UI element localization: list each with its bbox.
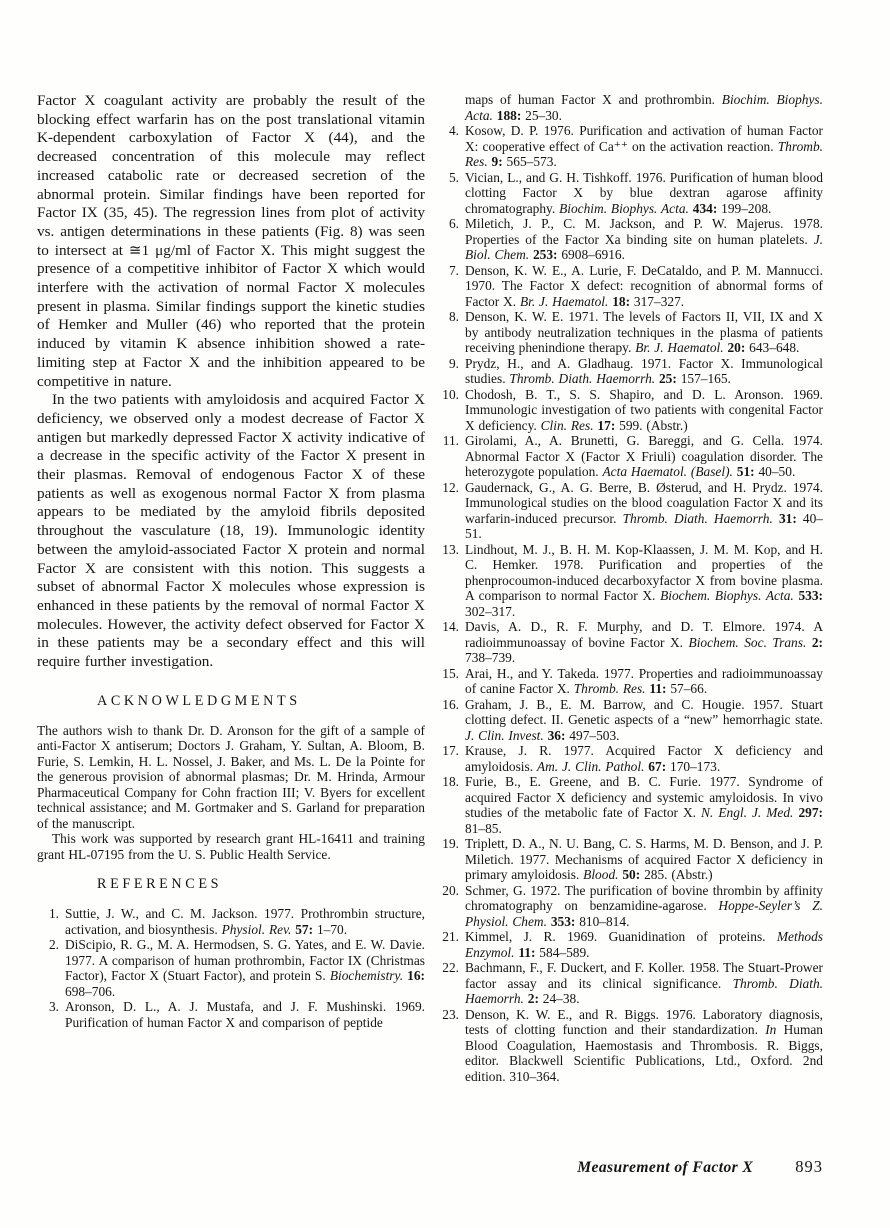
reference-item (437, 1007, 823, 1085)
reference-number: 13. (442, 541, 459, 557)
references-list-left (37, 906, 425, 1030)
reference-text (465, 836, 823, 882)
text-segment: 1–70. (313, 921, 348, 937)
reference-number: 8. (448, 309, 459, 324)
reference-text (465, 309, 823, 355)
text-segment: Methods Enzymol. (465, 929, 823, 960)
text-segment: J. Biol. Chem. (465, 231, 823, 262)
text-segment: Chodosh, B. T., S. S. Shapiro, and D. L. Aronson. 1969. Immunologic investigation of two patients with congenital Factor X deficiency. (465, 386, 823, 433)
reference-text (465, 216, 823, 262)
text-segment: Triplett, D. A., N. U. Bang, C. S. Harms, M. D. Benson, and J. P. Miletich. 1977. Mechanisms of acquired Factor X deficiency in primary amyloidosis. (465, 836, 823, 882)
reference-text (465, 619, 823, 665)
text-segment: Arai, H., and Y. Takeda. 1977. Properties and radioimmunoassay of canine Factor X. (465, 665, 823, 696)
body-paragraph-1: Factor X coagulant activity are probably the result of the blocking effect warfarin has on the post translational vitamin K-dependent carboxylation of Factor X (44), and the decreased concentration of this molecule may reflect increased catabolic rate or decreased secretion of the abnormal protein. Similar findings have been reported for Factor IX (35, 45). The regression lines from plot of activity vs. antigen determinations in these patients (Fig. 8) was seen to intersect at ≅1 μg/ml of Factor X. This might suggest the presence of a competitive inhibitor of Factor X which would interfere with the activation of normal Factor X molecules present in plasma. Similar findings support the kinetic studies of Hemker and Muller (46) who reported that the protein induced by vitamin K absence inhibition showed a rate-limiting step at Factor X and the inhibition appeared to be competitive in nature. (37, 92, 425, 390)
text-segment: 253: (532, 247, 558, 262)
text-segment: 50: (622, 867, 641, 882)
text-segment: 643–648. (745, 340, 800, 355)
text-segment: 698–706. (65, 983, 116, 999)
reference-item (437, 666, 823, 697)
reference-item (437, 743, 823, 774)
text-segment: Biochem. Soc. Trans. (688, 634, 807, 650)
text-segment: Clin. Res. (540, 417, 594, 433)
text-segment: 199–208. (717, 200, 772, 216)
text-segment: maps of human Factor X and prothrombin. (465, 92, 722, 107)
text-segment: Miletich, J. P., C. M. Jackson, and P. W. Majerus. 1978. Properties of the Factor Xa binding site on human platelets. (465, 216, 823, 247)
text-segment: Kimmel, J. R. 1969. Guanidination of proteins. (465, 929, 777, 944)
text-segment: Acta Haematol. (Basel). (602, 464, 733, 479)
text-segment: 810–814. (575, 913, 630, 929)
reference-item (437, 960, 823, 1007)
text-segment: Denson, K. W. E., A. Lurie, F. DeCataldo, and P. M. Mannucci. 1970. The Factor X defect: recognition of abnormal forms of Factor X. (465, 262, 823, 309)
acknowledgments-paragraph-2: This work was supported by research grant HL-16411 and training grant HL-07195 from the U. S. Public Health Service. (37, 831, 425, 862)
text-segment: 497–503. (565, 727, 620, 743)
text-segment: 599. (Abstr.) (615, 417, 688, 433)
reference-text (465, 387, 823, 433)
text-segment: 533: (798, 588, 823, 603)
body-paragraph-2: In the two patients with amyloidosis and acquired Factor X deficiency, we observed only a modest decrease of Factor X antigen but markedly depressed Factor X activity indicative of a decrease in the specific activity of the Factor X present in their plasmas. Removal of endogenous Factor X of these patients as well as exogenous normal Factor X from plasma appears to be mediated by the amyloid fibrils deposited throughout the vasculature (18, 19). Immunologic identity between the amyloid-associated Factor X protein and normal Factor X are consistent with this notion. This suggests a subset of abnormal Factor X molecules whose expression is enhanced in these patients by the removal of normal Factor X molecules. However, the activity defect observed for Factor X in these patients may be a secondary effect and this will require further investigation. (37, 391, 425, 671)
reference-text (65, 999, 425, 1030)
reference-text (465, 1007, 823, 1084)
reference-number: 17. (442, 743, 459, 758)
text-segment: Thromb. Res. (465, 138, 823, 169)
text-segment: 565–573. (502, 154, 557, 169)
text-segment: 17: (597, 417, 616, 433)
text-segment: 67: (648, 758, 667, 774)
reference-number: 21. (442, 929, 459, 944)
text-segment: 20: (727, 340, 746, 355)
reference-3-continuation (437, 92, 823, 123)
text-segment: Girolami, A., A. Brunetti, G. Bareggi, and G. Cella. 1974. Abnormal Factor X (Factor X Friuli) coagulation disorder. The heterozygote population. (465, 433, 823, 479)
text-segment: 2: (811, 634, 823, 650)
reference-item (37, 999, 425, 1030)
text-segment: In (765, 1022, 777, 1037)
text-segment: 2: (527, 991, 539, 1006)
text-segment: 11: (649, 681, 667, 696)
reference-number: 11. (442, 433, 459, 448)
text-segment: DiScipio, R. G., M. A. Hermodsen, S. G. Yates, and E. W. Davie. 1977. A comparison of human prothrombin, Factor IX (Christmas Factor), Factor X (Stuart Factor), and protein S. (65, 937, 425, 984)
reference-text (465, 356, 823, 387)
text-segment: Denson, K. W. E., and R. Biggs. 1976. Laboratory diagnosis, tests of clotting function and their standardization. (465, 1006, 823, 1037)
reference-text (465, 123, 823, 169)
text-segment: Suttie, J. W., and C. M. Jackson. 1977. Prothrombin structure, activation, and biosynthesis. (65, 906, 425, 937)
reference-number: 5. (448, 169, 459, 185)
reference-item (437, 619, 823, 666)
reference-number: 6. (448, 216, 459, 231)
reference-number: 3. (48, 999, 59, 1015)
text-segment: 738–739. (465, 650, 516, 665)
text-segment: Thromb. Diath. Haemorrh. (622, 510, 773, 526)
reference-text (65, 906, 425, 937)
text-segment: 36: (547, 727, 566, 743)
text-segment: 81–85. (465, 820, 502, 836)
reference-item (437, 356, 823, 387)
reference-text (465, 170, 823, 216)
reference-number: 12. (442, 479, 459, 495)
reference-text (465, 960, 823, 1006)
reference-text (465, 697, 823, 743)
reference-item (437, 387, 823, 434)
text-segment: 51: (736, 464, 755, 479)
text-segment: 25: (658, 371, 677, 386)
text-segment: 285. (Abstr.) (640, 867, 713, 882)
reference-item (37, 937, 425, 999)
text-segment: Krause, J. R. 1977. Acquired Factor X deficiency and amyloidosis. (465, 743, 823, 774)
reference-text (465, 929, 823, 960)
text-segment: 317–327. (630, 293, 685, 309)
text-segment: 302–317. (465, 603, 516, 619)
text-segment: Thromb. Diath. Haemorrh. (465, 975, 823, 1006)
reference-number: 16. (442, 696, 459, 712)
reference-number: 14. (442, 619, 459, 634)
text-segment: Thromb. Diath. Haemorrh. (509, 371, 656, 386)
text-segment: N. Engl. J. Med. (701, 805, 794, 820)
reference-number: 23. (442, 1006, 459, 1022)
text-segment: 188: (496, 107, 522, 123)
references-heading: REFERENCES (97, 876, 223, 893)
text-segment: 157–165. (676, 371, 731, 386)
text-segment: 584–589. (535, 944, 590, 960)
page-number: 893 (795, 1157, 823, 1176)
running-title: Measurement of Factor X (577, 1159, 754, 1176)
text-segment: 40–51. (465, 510, 823, 541)
text-segment: 18: (612, 293, 631, 309)
text-segment: Biochemistry. (329, 968, 404, 984)
text-segment: 16: (407, 968, 425, 984)
reference-number: 1. (48, 906, 59, 922)
reference-number: 7. (448, 262, 459, 278)
reference-number: 10. (442, 386, 459, 402)
reference-text (465, 480, 823, 542)
reference-number: 2. (48, 937, 59, 953)
text-segment: Furie, B., E. Greene, and B. C. Furie. 1977. Syndrome of acquired Factor X deficiency and systemic amyloidosis. In vivo studies of the metabolic fate of Factor X. (465, 774, 823, 820)
acknowledgments-heading: ACKNOWLEDGMENTS (97, 692, 301, 709)
text-segment: Blood. (583, 867, 619, 882)
text-segment: 25–30. (521, 107, 562, 123)
reference-text (465, 542, 823, 619)
text-segment: Br. J. Haematol. (635, 340, 724, 355)
reference-item (437, 309, 823, 356)
text-segment: 6908–6916. (557, 247, 625, 262)
reference-item (437, 480, 823, 542)
text-segment: Aronson, D. L., A. J. Mustafa, and J. F. Mushinski. 1969. Purification of human Factor X and comparison of peptide (65, 999, 425, 1030)
reference-item (437, 123, 823, 170)
reference-number: 19. (442, 836, 459, 851)
right-column (437, 92, 823, 1084)
reference-text (65, 937, 425, 999)
reference-item (437, 263, 823, 310)
reference-item (437, 170, 823, 217)
reference-text (465, 743, 823, 774)
text-segment: 24–38. (538, 991, 580, 1006)
text-segment: 353: (550, 913, 576, 929)
text-segment: 57: (295, 921, 314, 937)
reference-text (465, 666, 823, 697)
text-segment: 297: (798, 805, 823, 820)
reference-text (465, 263, 823, 309)
references-list-right (437, 123, 823, 1084)
reference-number: 15. (442, 665, 459, 681)
text-segment: Biochem. Biophys. Acta. (660, 588, 794, 603)
reference-item (437, 697, 823, 744)
text-segment: Hoppe-Seyler’s Z. Physiol. Chem. (465, 898, 823, 929)
left-column (37, 92, 425, 1030)
text-segment: Gaudernack, G., A. G. Berre, B. Østerud, and H. Prydz. 1974. Immunological studies on the blood coagulation Factor X and its warfarin-induced precursor. (465, 479, 823, 526)
page-footer (437, 1157, 823, 1177)
text-segment: Lindhout, M. J., B. H. M. Kop-Klaassen, J. M. M. Kop, and H. C. Hemker. 1978. Purification and properties of the phenprocoumon-induced decarboxyfactor X from bovine plasma. A comparison to normal Factor X. (465, 541, 823, 603)
reference-item (437, 542, 823, 620)
text-segment: 11: (518, 944, 536, 960)
reference-item (437, 774, 823, 836)
text-segment: Graham, J. B., E. M. Barrow, and C. Hougie. 1957. Stuart clotting defect. II. Genetic aspects of a “new” hemorrhagic state. (465, 696, 823, 727)
text-segment: 170–173. (666, 758, 721, 774)
reference-item (37, 906, 425, 937)
reference-item (437, 883, 823, 930)
reference-number: 4. (448, 123, 459, 138)
reference-item (437, 216, 823, 263)
reference-text (465, 774, 823, 836)
text-segment: Biochim. Biophys. Acta. (559, 200, 689, 216)
text-segment: Br. J. Haematol. (519, 293, 609, 309)
reference-item (437, 433, 823, 480)
text-segment: Biochim. Biophys. Acta. (465, 92, 823, 123)
reference-item (437, 836, 823, 883)
text-segment: Davis, A. D., R. F. Murphy, and D. T. Elmore. 1974. A radioimmunoassay of bovine Factor X. (465, 619, 823, 650)
text-segment: Human Blood Coagulation, Haemostasis and Thrombosis. R. Biggs, editor. Blackwell Scientific Publications, Ltd., Oxford. 2nd edition. 310–364. (465, 1022, 824, 1084)
text-segment: 9: (491, 154, 503, 169)
text-segment: Thromb. Res. (573, 681, 646, 696)
reference-text (465, 883, 823, 929)
text-segment: Physiol. Rev. (221, 921, 292, 937)
text-segment: Denson, K. W. E. 1971. The levels of Factors II, VII, IX and X by antibody neutralization techniques in the plasma of patients receiving phenindione therapy. (465, 309, 823, 355)
text-segment: 434: (692, 200, 718, 216)
text-segment: Prydz, H., and A. Gladhaug. 1971. Factor X. Immunological studies. (465, 355, 823, 386)
text-segment: Vician, L., and G. H. Tishkoff. 1976. Purification of human blood clotting Factor X by blue dextran agarose affinity chromatography. (465, 169, 823, 216)
reference-text (465, 433, 823, 479)
reference-number: 18. (442, 774, 459, 789)
text-segment: 31: (778, 510, 797, 526)
text-segment: J. Clin. Invest. (465, 727, 544, 743)
reference-number: 9. (448, 355, 459, 371)
text-segment: Schmer, G. 1972. The purification of bovine thrombin by affinity chromatography on benzamidine-agarose. (465, 882, 823, 913)
text-segment: 40–50. (754, 464, 796, 479)
text-segment: Kosow, D. P. 1976. Purification and activation of human Factor X: cooperative effect of Ca⁺⁺ on the activation reaction. (465, 123, 823, 154)
reference-number: 20. (442, 882, 459, 898)
reference-number: 22. (442, 960, 459, 975)
acknowledgments-paragraph-1: The authors wish to thank Dr. D. Aronson for the gift of a sample of anti-Factor X antiserum; Doctors J. Graham, Y. Sultan, A. Bloom, B. Furie, S. Lemkin, H. L. Nossel, J. Baker, and Ms. L. De la Pointe for the generous provision of abnormal plasmas; Dr. M. Hrinda, Armour Pharmaceutical Company for Cohn fraction III; V. Byers for excellent technical assistance; and M. Gortmaker and S. Garland for preparation of the manuscript. (37, 722, 425, 831)
text-segment: Am. J. Clin. Pathol. (536, 758, 645, 774)
reference-item (437, 929, 823, 960)
text-segment: Bachmann, F., F. Duckert, and F. Koller. 1958. The Stuart-Prower factor assay and its clinical significance. (465, 960, 823, 991)
text-segment: 57–66. (666, 681, 708, 696)
